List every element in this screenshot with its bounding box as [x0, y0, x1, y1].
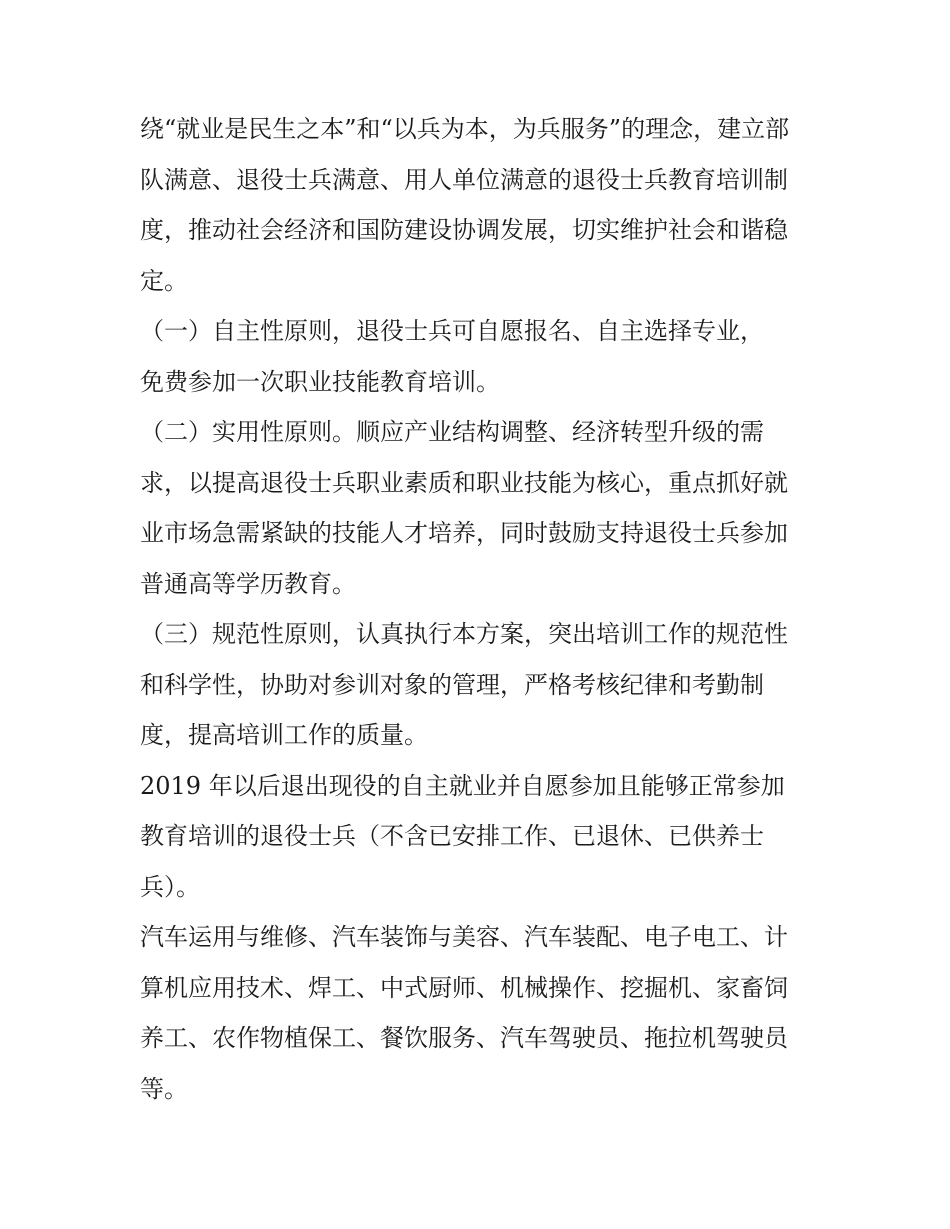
text-line: 和科学性，协助对参训对象的管理，严格考核纪律和考勤制 [140, 670, 764, 699]
text-line: 汽车运用与维修、汽车装饰与美容、汽车装配、电子电工、计 [140, 923, 788, 951]
text-line: 兵）。 [140, 872, 200, 901]
text-line: 教育培训的退役士兵（不含已安排工作、已退休、已供养士 [140, 822, 764, 850]
paragraph-principle-standardization [140, 609, 816, 761]
text-line: 算机应用技术、焊工、中式厨师、机械操作、挖掘机、家畜饲 [140, 973, 788, 1002]
text-line: 免费参加一次职业技能教育培训。 [140, 367, 500, 396]
text-line: 求，以提高退役士兵职业素质和职业技能为核心，重点抓好就 [140, 468, 788, 497]
paragraph-eligibility [140, 761, 816, 913]
text-line: （一）自主性原则，退役士兵可自愿报名、自主选择专业， [140, 317, 764, 345]
text-line: 度，提高培训工作的质量。 [140, 721, 428, 749]
text-line: 养工、农作物植保工、餐饮服务、汽车驾驶员、拖拉机驾驶员 [140, 1024, 788, 1052]
text-line: 定。 [140, 266, 188, 295]
paragraph-principle-autonomy [140, 306, 816, 407]
text-line: 2019 年以后退出现役的自主就业并自愿参加且能够正常参加 [140, 771, 785, 800]
paragraph-principle-practicality [140, 407, 816, 609]
text-line: 等。 [140, 1074, 188, 1103]
text-line: 业市场急需紧缺的技能人才培养，同时鼓励支持退役士兵参加 [140, 519, 788, 547]
text-line: 度，推动社会经济和国防建设协调发展，切实维护社会和谐稳 [140, 216, 788, 244]
document-body [140, 104, 816, 1114]
paragraph-training-philosophy [140, 104, 816, 306]
text-line: （三）规范性原则，认真执行本方案，突出培训工作的规范性 [140, 620, 788, 648]
paragraph-training-majors [140, 912, 816, 1114]
text-line: （二）实用性原则。顺应产业结构调整、经济转型升级的需 [140, 418, 764, 446]
text-line: 绕“就业是民生之本”和“以兵为本，为兵服务”的理念，建立部 [140, 115, 790, 143]
text-line: 普通高等学历教育。 [140, 569, 356, 598]
text-line: 队满意、退役士兵满意、用人单位满意的退役士兵教育培训制 [140, 165, 788, 194]
